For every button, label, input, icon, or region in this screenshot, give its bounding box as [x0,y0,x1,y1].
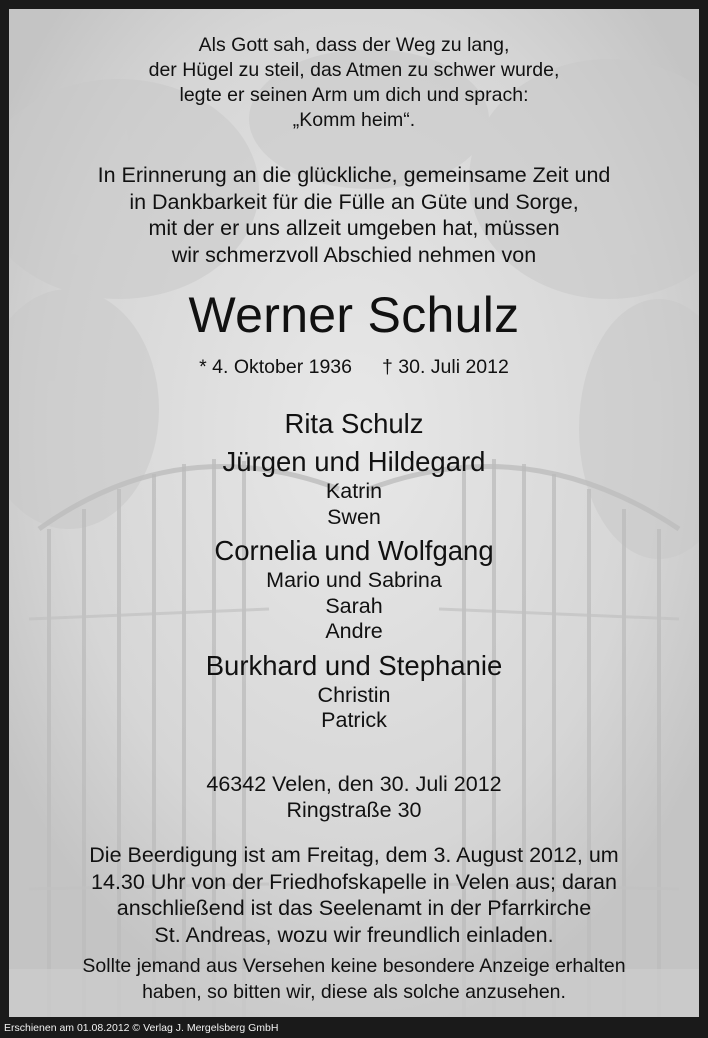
funeral-line: Die Beerdigung ist am Freitag, dem 3. August 2012, um [89,843,619,867]
street: Ringstraße 30 [286,798,422,822]
deceased-name: Werner Schulz [188,287,520,343]
poem-line: der Hügel zu steil, das Atmen zu schwer wurde, [148,59,560,81]
poem-line: legte er seinen Arm um dich und sprach: [179,84,529,106]
intro-line: in Dankbarkeit für die Fülle an Güte und Sorge, [129,189,579,214]
mourner-spouse: Rita Schulz [284,408,424,439]
birth-date: * 4. Oktober 1936 [199,356,352,378]
address-block [9,771,699,823]
mourner-child: Patrick [321,708,387,732]
intro-line: mit der er uns allzeit umgeben hat, müssen [148,216,560,240]
obituary-card [9,9,699,1017]
mourner-couple: Cornelia und Wolfgang [214,535,494,566]
closing-note [9,953,699,1005]
intro-text [9,162,699,268]
intro-line: wir schmerzvoll Abschied nehmen von [171,242,537,267]
funeral-line: 14.30 Uhr von der Friedhofskapelle in Velen aus; daran [91,869,617,894]
note-line: haben, so bitten wir, diese als solche anzusehen. [142,981,566,1003]
funeral-line: St. Andreas, wozu wir freundlich einladen. [154,922,554,947]
death-date: † 30. Juli 2012 [382,356,509,378]
mourner-child: Swen [327,504,381,529]
mourners [9,407,699,734]
publication-footer: Erschienen am 01.08.2012 © Verlag J. Mergelsberg GmbH [4,1022,279,1034]
poem-line: Als Gott sah, dass der Weg zu lang, [198,34,510,56]
mourner-child: Katrin [325,479,383,503]
note-line: Sollte jemand aus Versehen keine besondere Anzeige erhalten [82,955,626,977]
mourner-child: Mario und Sabrina [266,568,442,592]
life-dates [9,354,699,380]
mourner-couple: Jürgen und Hildegard [222,446,486,477]
mourner-child: Christin [317,682,391,707]
intro-line: In Erinnerung an die glückliche, gemeinsame Zeit und [97,163,611,187]
funeral-notice [9,842,699,948]
mourner-child: Andre [325,619,383,643]
poem-line: „Komm heim“. [292,109,416,131]
place-date: 46342 Velen, den 30. Juli 2012 [206,772,502,796]
funeral-line: anschließend ist das Seelenamt in der Pfarrkirche [116,896,592,920]
mourner-child: Sarah [325,593,383,618]
mourner-couple: Burkhard und Stephanie [205,649,503,681]
poem [9,33,699,133]
